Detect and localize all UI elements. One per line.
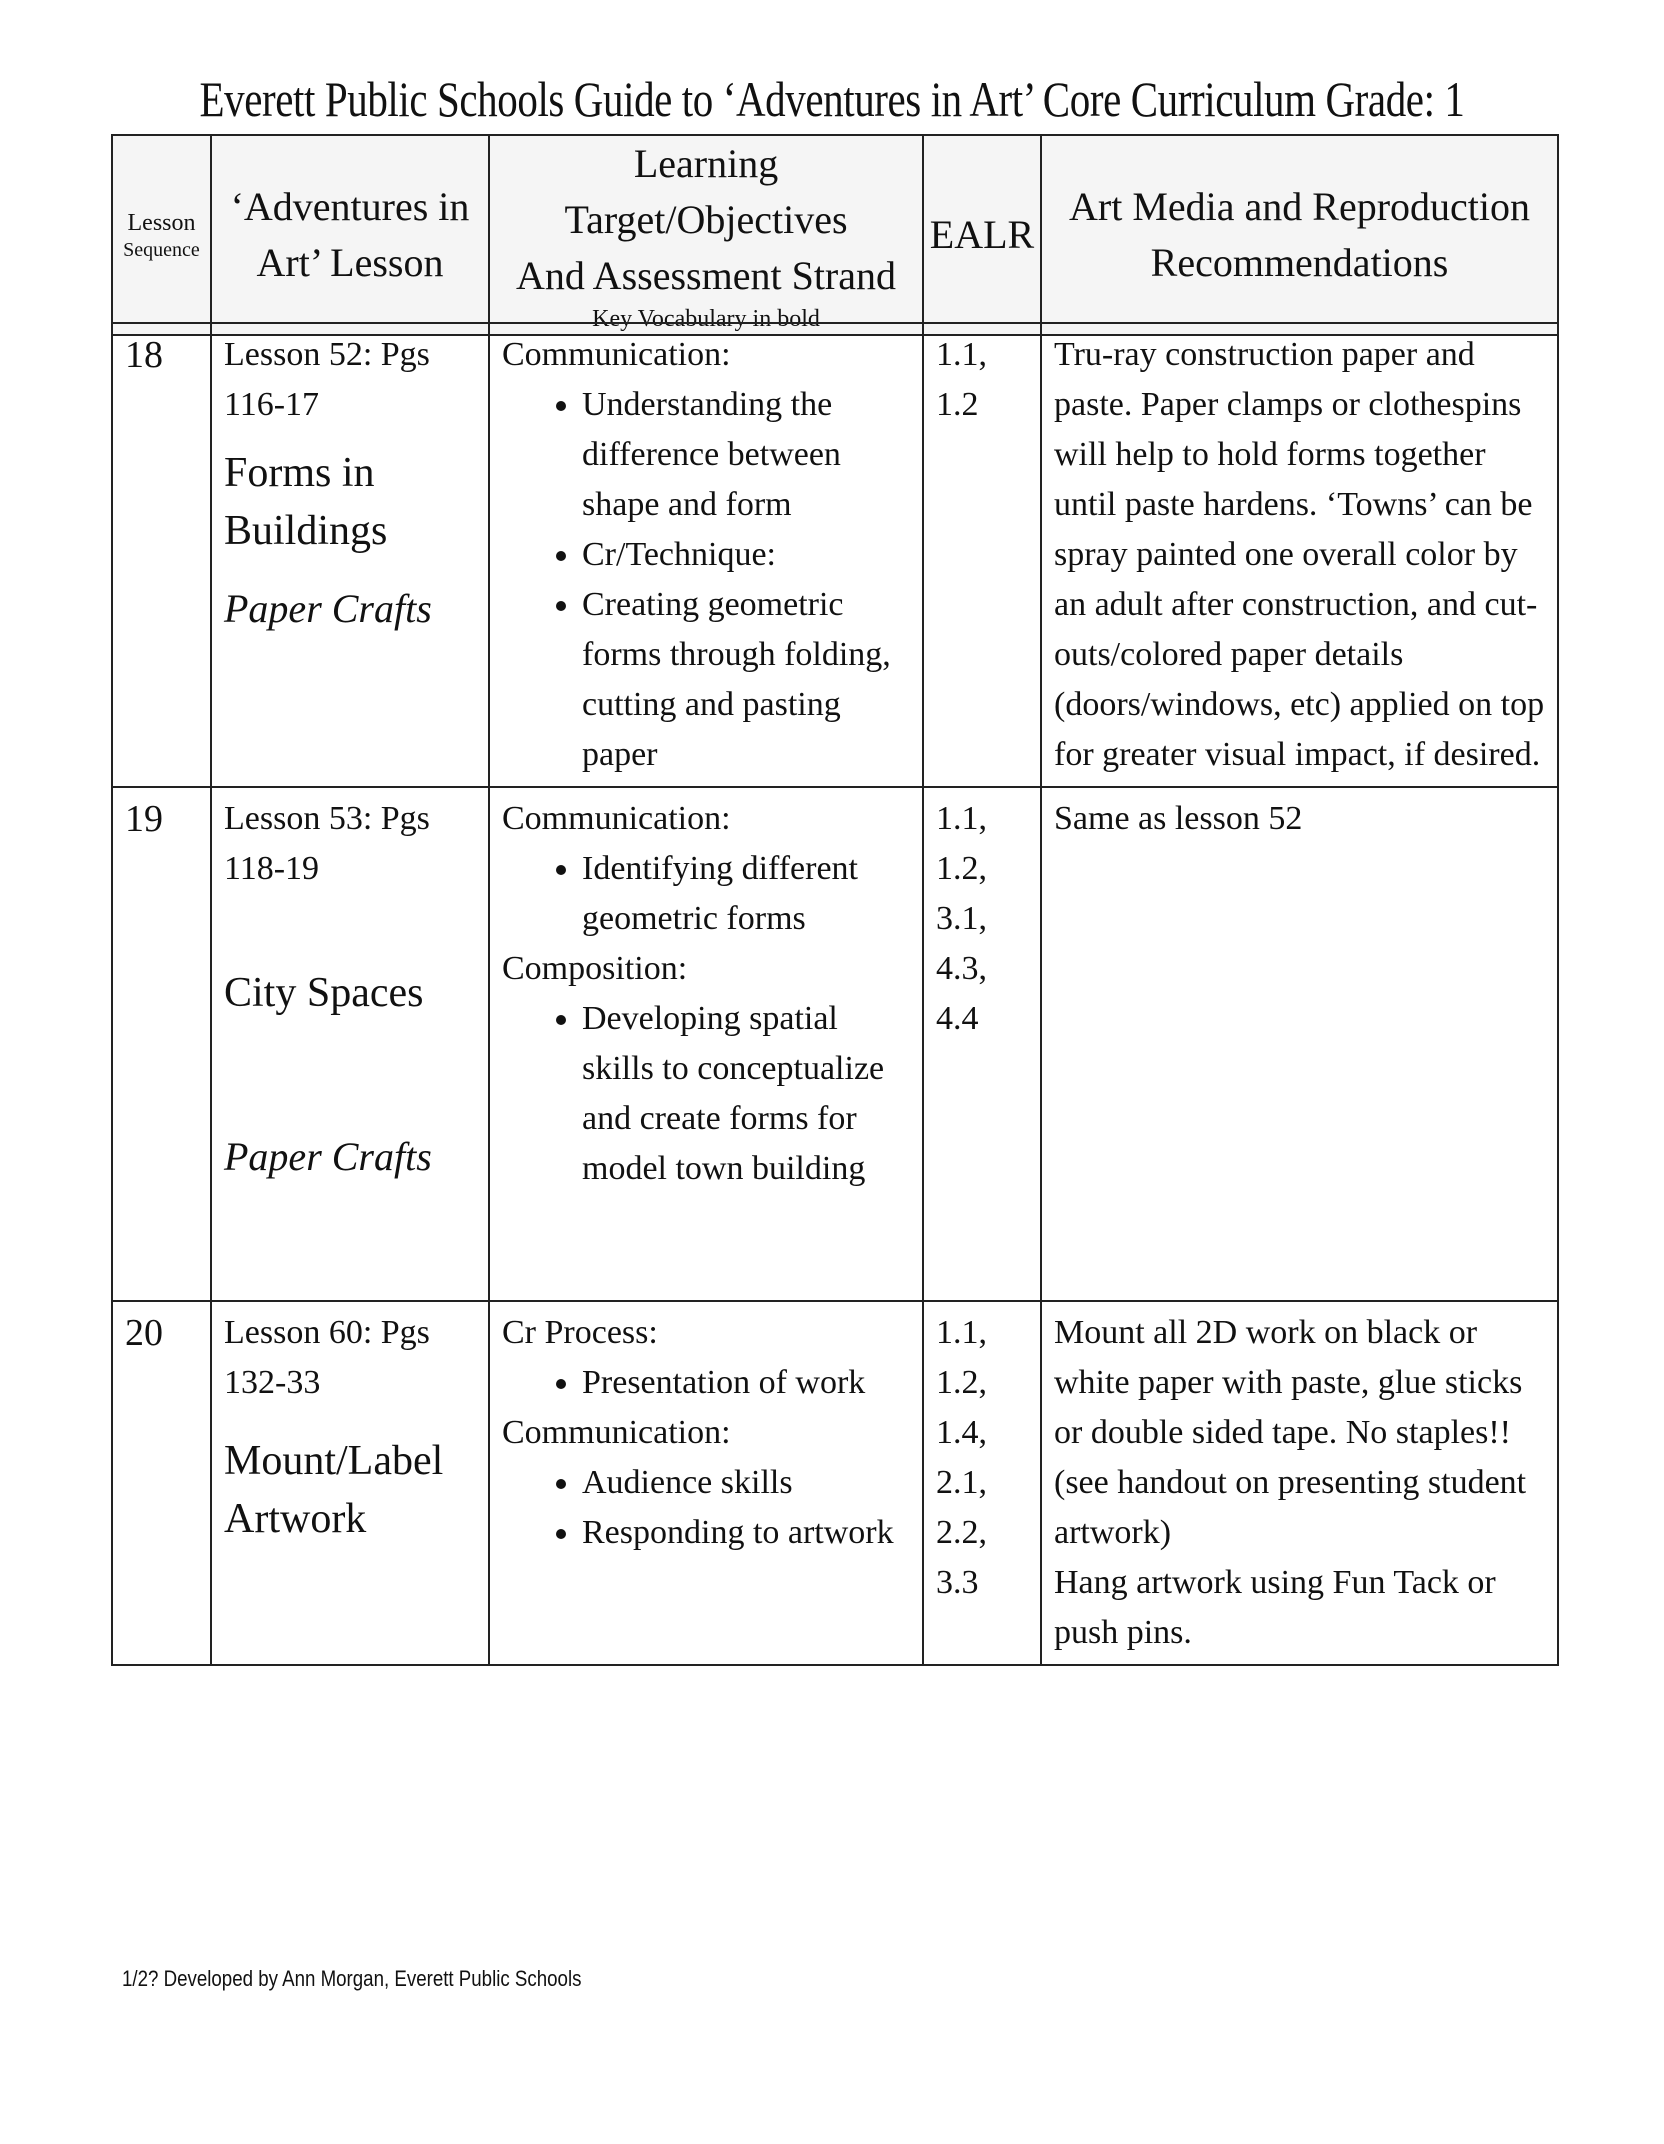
objective-item: • Presentation of work [582, 1358, 910, 1408]
learning-target-cell [489, 787, 923, 1301]
header-ealr-label: EALR [929, 212, 1035, 257]
lesson-cell [211, 1301, 489, 1665]
table-row [112, 1301, 1558, 1665]
learning-target-cell [489, 1301, 923, 1665]
lesson-sequence: 18 [112, 323, 211, 787]
header-art-media [1041, 135, 1558, 335]
media-cell: Same as lesson 52 [1041, 787, 1558, 1301]
header-lesson-line2: Art’ Lesson [256, 240, 444, 285]
header-table [111, 134, 1559, 336]
header-media-line1: Art Media and Reproduction [1069, 184, 1530, 229]
table-row [112, 787, 1558, 1301]
strand-label: Cr Process: [502, 1314, 658, 1351]
media-text: Mount all 2D work on black or white paper with paste, glue sticks or double sided tape. No staples!! (see handout on presenting student artwork) [1054, 1314, 1527, 1551]
objective-item: • Understanding the difference between shape and form [582, 380, 910, 530]
objective-list [502, 380, 910, 780]
header-seq-line1: Lesson [127, 210, 196, 236]
objective-item: • Creating geometric forms through folding, cutting and pasting paper [582, 580, 910, 780]
header-target-line3: Key Vocabulary in bold [592, 306, 820, 332]
page-footer: 1/2? Developed by Ann Morgan, Everett Public Schools [122, 1966, 582, 1991]
strand-label: Communication: [502, 800, 731, 837]
objective-item: • Identifying different geometric forms [582, 844, 910, 944]
lesson-title: Forms in Buildings [224, 450, 388, 554]
lesson-cell [211, 787, 489, 1301]
media-cell: Tru-ray construction paper and paste. Paper clamps or clothespins will help to hold forms together until paste hardens. ‘Towns’ can be spray painted one overall color by an adult after construction, and cut-outs/colored paper details (doors/windows, etc) applied on top for greater visual impact, if desired. [1041, 323, 1558, 787]
header-lesson [211, 135, 489, 335]
objective-list [502, 1458, 910, 1558]
header-media-line2: Recommendations [1150, 240, 1449, 285]
ealr-cell: 1.1, 1.2, 1.4, 2.1, 2.2, 3.3 [923, 1301, 1041, 1665]
header-lesson-sequence [112, 135, 211, 335]
media-cell [1041, 1301, 1558, 1665]
objective-item: • Developing spatial skills to conceptualize and create forms for model town building [582, 994, 910, 1194]
strand-label: Communication: [502, 336, 731, 373]
header-learning-target [489, 135, 923, 335]
header-target-line2: And Assessment Strand [516, 253, 896, 298]
objective-item: • Cr/Technique: [582, 530, 910, 580]
lesson-medium: Paper Crafts [224, 586, 432, 631]
ealr-cell: 1.1, 1.2, 3.1, 4.3, 4.4 [923, 787, 1041, 1301]
objective-list [502, 1358, 910, 1408]
ealr-cell: 1.1, 1.2 [923, 323, 1041, 787]
lesson-pages: Lesson 60: Pgs 132-33 [224, 1314, 430, 1401]
objective-item: • Responding to artwork [582, 1508, 910, 1558]
lesson-title: Mount/Label Artwork [224, 1438, 444, 1542]
header-seq-line2: Sequence [123, 239, 200, 261]
lesson-sequence: 19 [112, 787, 211, 1301]
objective-list [502, 844, 910, 944]
objective-list [502, 994, 910, 1194]
strand-label: Communication: [502, 1414, 731, 1451]
page-title: Everett Public Schools Guide to ‘Adventures in Art’ Core Curriculum Grade: 1 [199, 71, 1465, 127]
strand-label: Composition: [502, 950, 688, 987]
lesson-sequence: 20 [112, 1301, 211, 1665]
header-lesson-line1: ‘Adventures in [230, 184, 470, 229]
learning-target-cell [489, 323, 923, 787]
header-target-line1: Learning Target/Objectives [564, 141, 848, 242]
lesson-title: City Spaces [224, 970, 424, 1016]
lesson-pages: Lesson 53: Pgs 118-19 [224, 800, 430, 887]
curriculum-table [111, 322, 1559, 1666]
lesson-cell [211, 323, 489, 787]
table-row [112, 323, 1558, 787]
media-text: Hang artwork using Fun Tack or push pins. [1054, 1564, 1496, 1651]
objective-item: • Audience skills [582, 1458, 910, 1508]
lesson-medium: Paper Crafts [224, 1134, 432, 1179]
header-ealr [923, 135, 1041, 335]
header-row [112, 135, 1558, 335]
lesson-pages: Lesson 52: Pgs 116-17 [224, 336, 430, 423]
